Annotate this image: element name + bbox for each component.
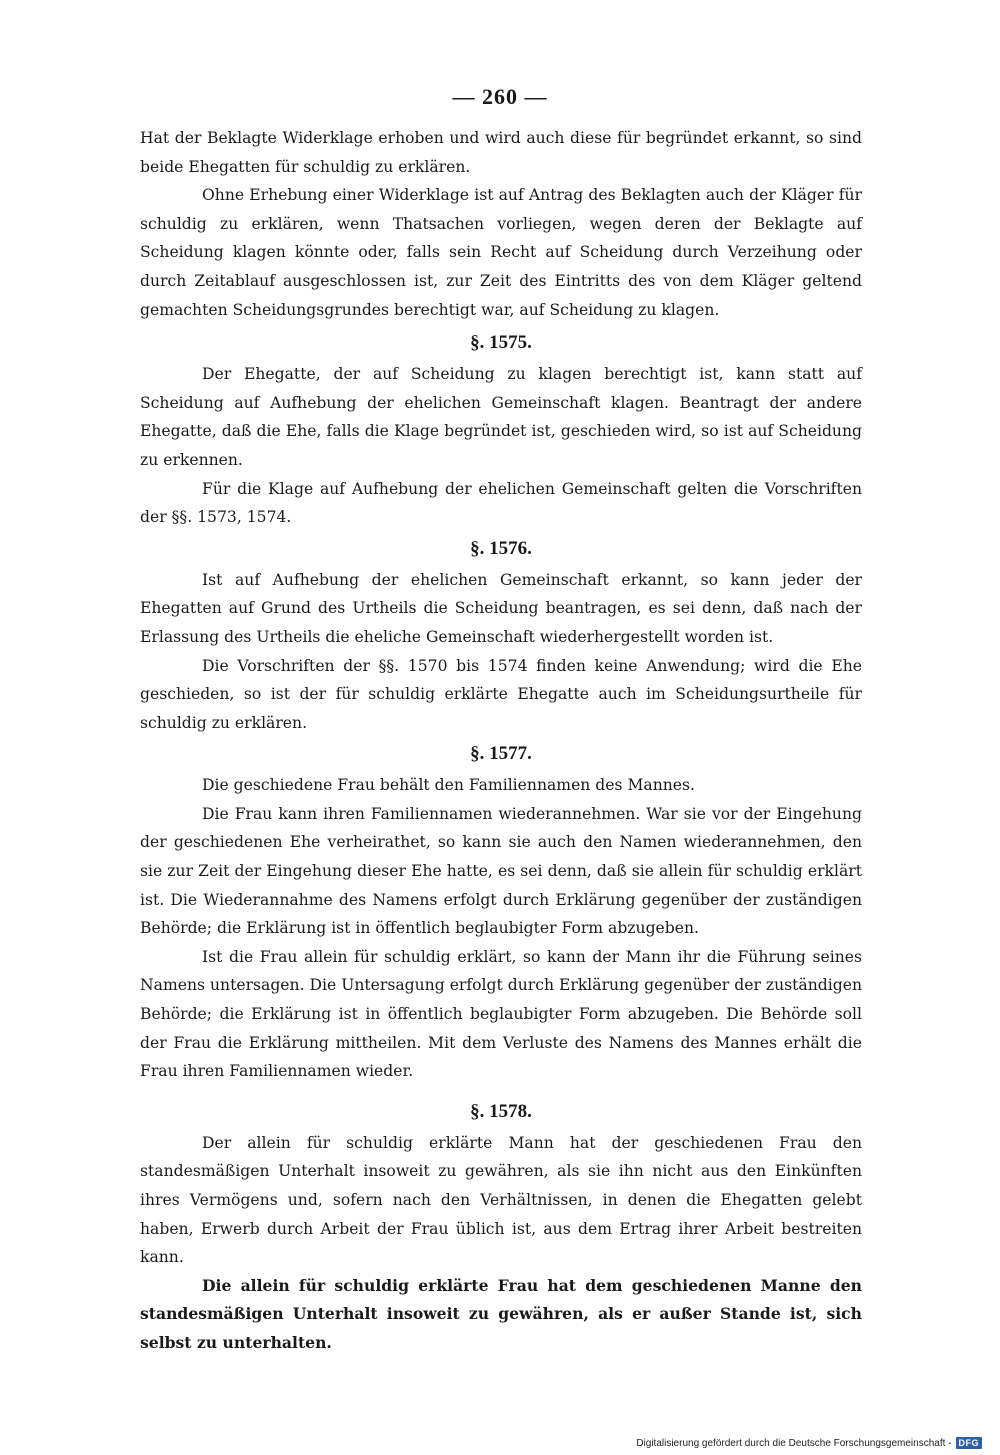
digitization-credit — [636, 1437, 982, 1449]
paragraph: Der allein für schuldig erklärte Mann hat der geschiedenen Frau den standesmäßigen Unterhalt insoweit zu gewähren, als sie ihn nicht aus den Einkünften ihres Vermögens und, sofern nach den Verhältnissen, in denen die Ehegatten gelebt haben, Erwerb durch Arbeit der Frau üblich ist, aus dem Ertrag ihrer Arbeit bestreiten kann. — [140, 1133, 862, 1267]
paragraph: Die Vorschriften der §§. 1570 bis 1574 finden keine Anwendung; wird die Ehe geschieden, so ist der für schuldig erklärte Ehegatte auch im Scheidungsurtheile für schuldig zu erklären. — [140, 656, 862, 732]
page-body — [140, 124, 862, 1358]
section-heading-1575: §. 1575. — [470, 332, 532, 354]
page-number: — 260 — — [452, 84, 548, 109]
paragraph: Die geschiedene Frau behält den Familiennamen des Mannes. — [202, 776, 695, 795]
paragraph: Ohne Erhebung einer Widerklage ist auf Antrag des Beklagten auch der Kläger für schuldig zu erklären, wenn Thatsachen vorliegen, wegen deren der Beklagte auf Scheidung klagen könnte oder, falls sein Recht auf Scheidung durch Verzeihung oder durch Zeitablauf ausgeschlossen ist, zur Zeit des Eintritts des von dem Kläger geltend gemachten Scheidungsgrundes berechtigt war, auf Scheidung zu klagen. — [140, 186, 862, 319]
section-heading-1578: §. 1578. — [470, 1100, 532, 1122]
paragraph: Für die Klage auf Aufhebung der ehelichen Gemeinschaft gelten die Vorschriften der §§. 1573, 1574. — [140, 479, 862, 527]
paragraph: Die Frau kann ihren Familiennamen wiederannehmen. War sie vor der Eingehung der geschiedenen Ehe verheirathet, so kann sie auch den Namen wiederannehmen, den sie zur Zeit der Eingehung dieser Ehe hatte, es sei denn, daß sie allein für schuldig erklärt ist. Die Wiederannahme des Namens erfolgt durch Erklärung gegenüber der zuständigen Behörde; die Erklärung ist in öffentlich beglaubigter Form abzugeben. — [140, 804, 862, 938]
dfg-logo-icon: DFG — [956, 1437, 983, 1449]
paragraph: Die allein für schuldig erklärte Frau hat dem geschiedenen Manne den standesmäßigen Unterhalt insoweit zu gewähren, als er außer Stande ist, sich selbst zu unterhalten. — [140, 1275, 862, 1352]
paragraph: Hat der Beklagte Widerklage erhoben und wird auch diese für begründet erkannt, so sind beide Ehegatten für schuldig zu erklären. — [140, 129, 862, 176]
section-heading-1577: §. 1577. — [470, 743, 532, 765]
digitization-credit-text: Digitalisierung gefördert durch die Deutsche Forschungsgemeinschaft - — [636, 1437, 952, 1449]
paragraph: Der Ehegatte, der auf Scheidung zu klagen berechtigt ist, kann statt auf Scheidung auf Aufhebung der ehelichen Gemeinschaft klagen. Beantragt der andere Ehegatte, daß die Ehe, falls die Klage begründet ist, geschieden wird, so ist auf Scheidung zu erkennen. — [140, 365, 862, 469]
section-heading-1576: §. 1576. — [470, 537, 532, 559]
paragraph: Ist die Frau allein für schuldig erklärt, so kann der Mann ihr die Führung seines Namens untersagen. Die Untersagung erfolgt durch Erklärung gegenüber der zuständigen Behörde; die Erklärung ist in öffentlich beglaubigter Form abzugeben. Die Behörde soll der Frau die Erklärung mittheilen. Mit dem Verluste des Namens des Mannes erhält die Frau ihren Familiennamen wieder. — [140, 947, 862, 1081]
paragraph: Ist auf Aufhebung der ehelichen Gemeinschaft erkannt, so kann jeder der Ehegatten auf Grund des Urtheils die Scheidung beantragen, es sei denn, daß nach der Erlassung des Urtheils die eheliche Gemeinschaft wiederhergestellt worden ist. — [140, 570, 862, 646]
